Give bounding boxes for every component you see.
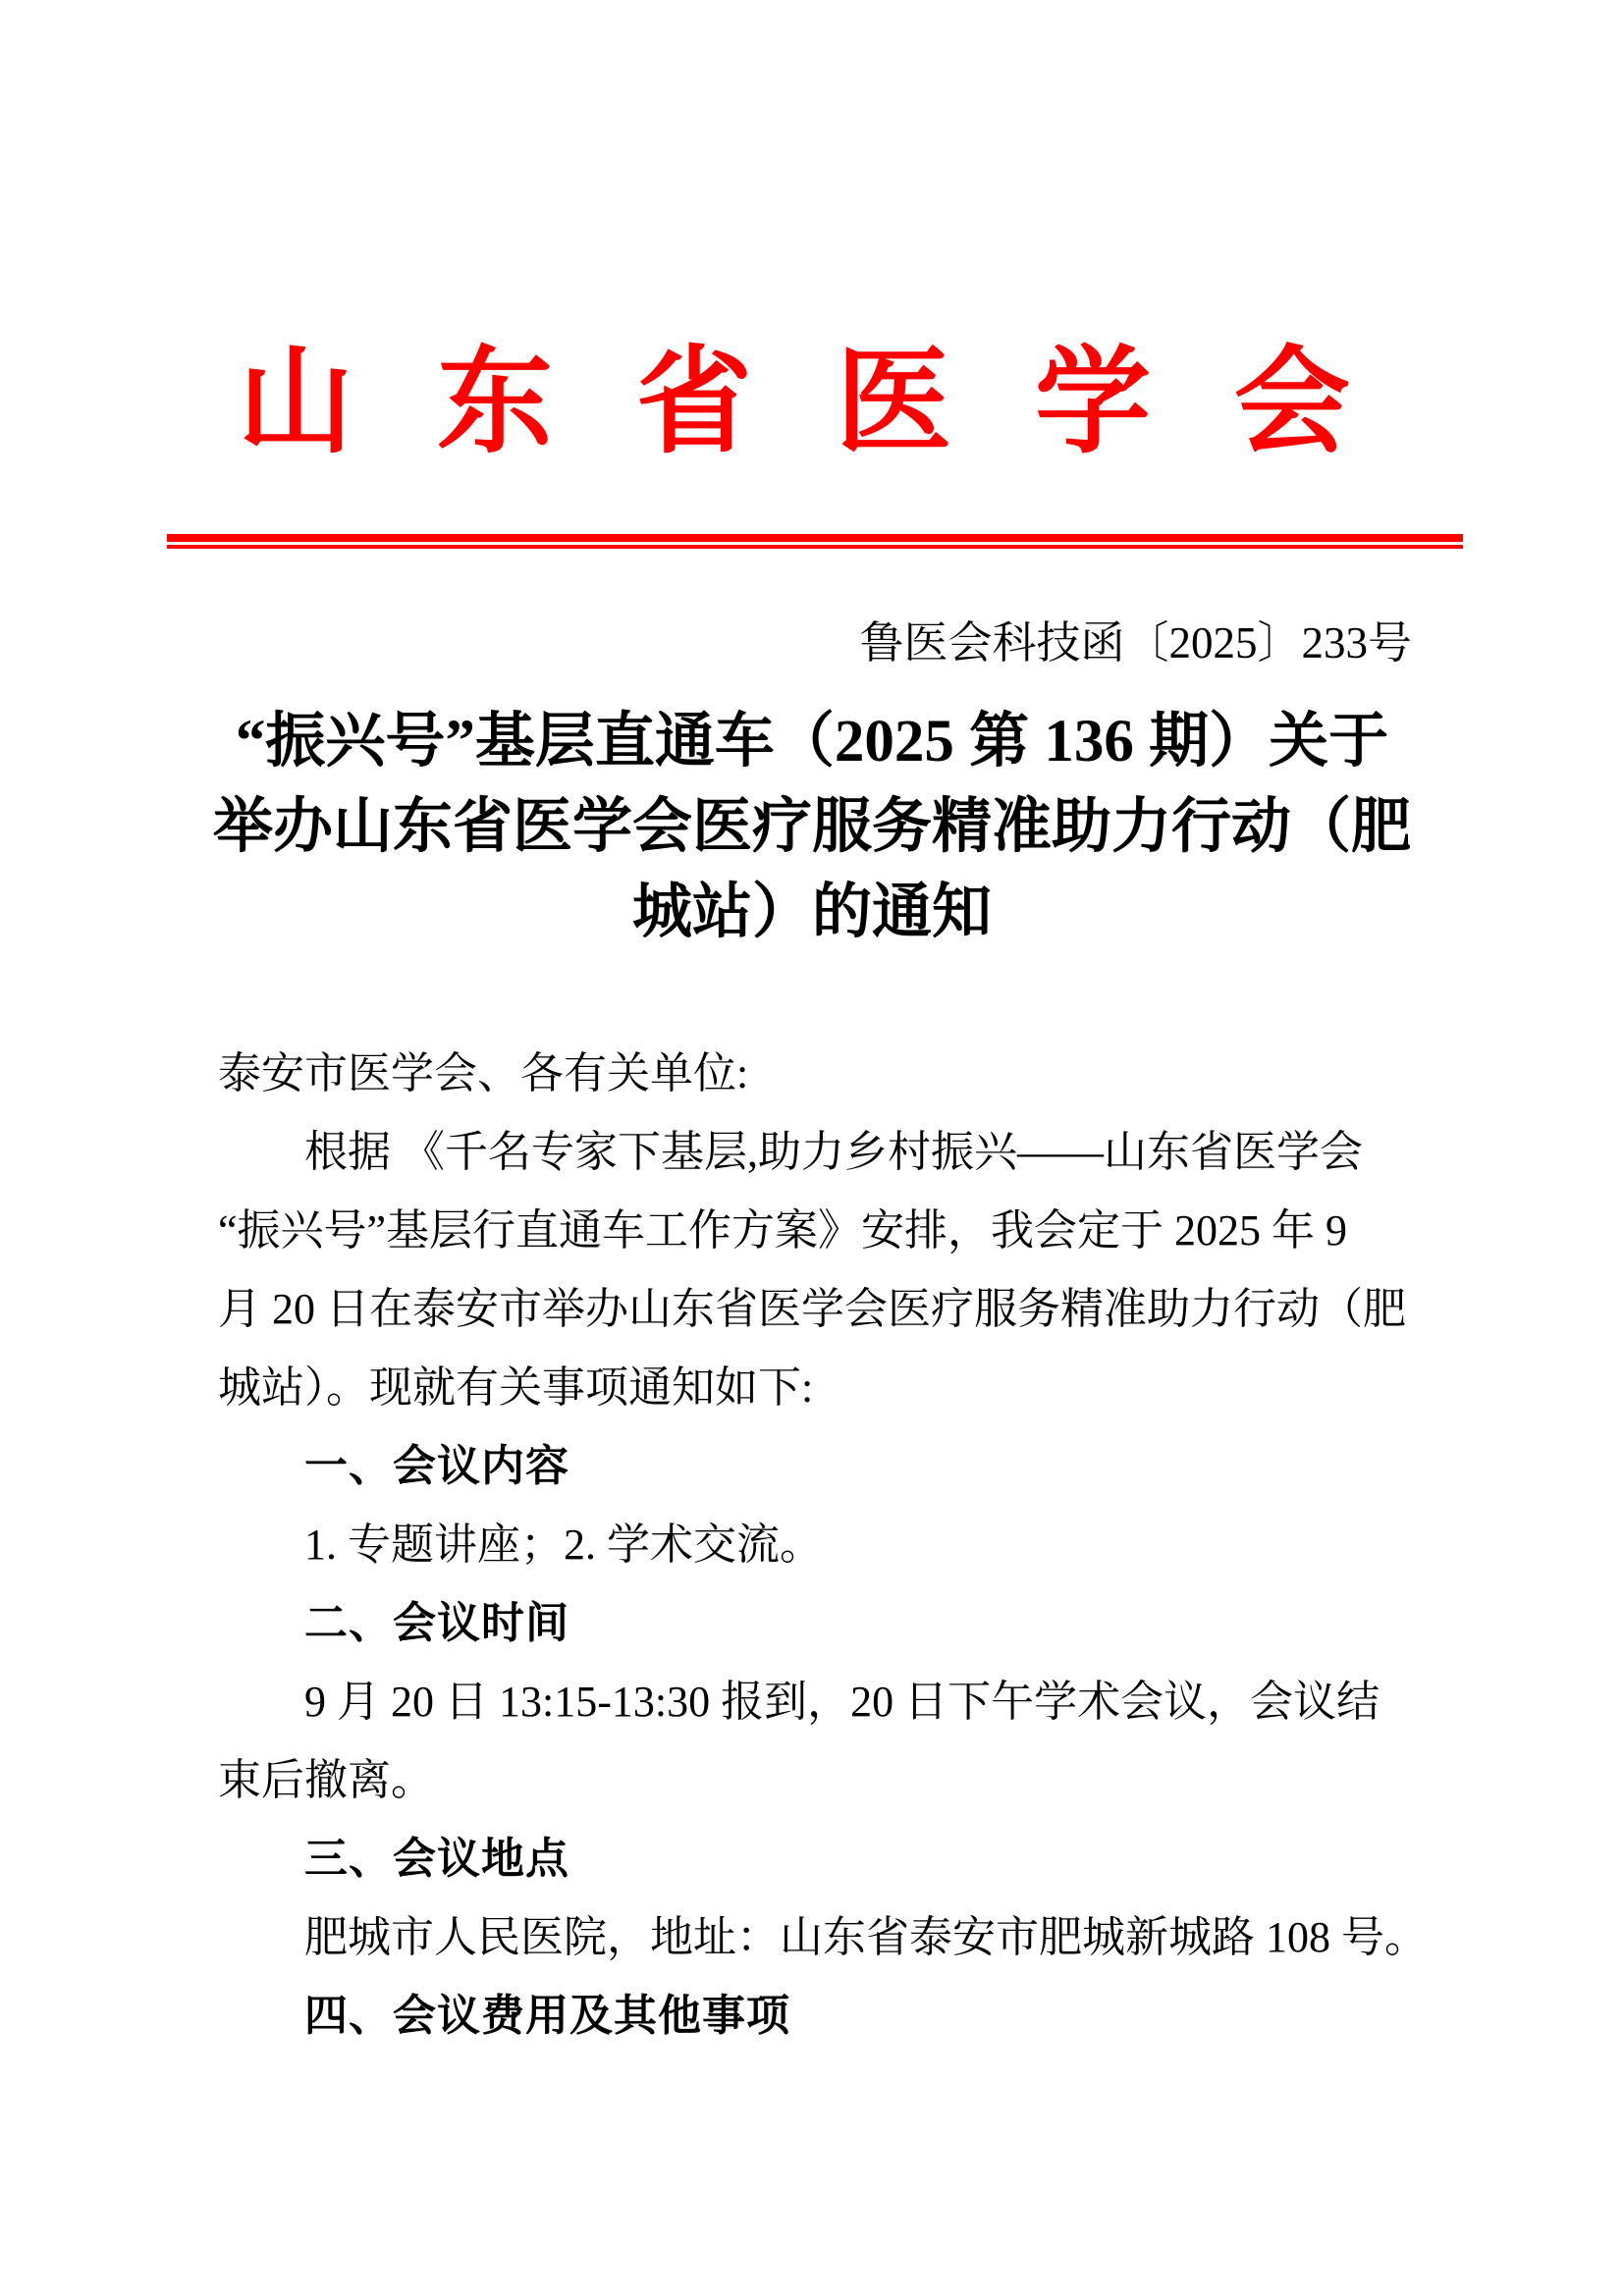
body-line: 月 20 日在泰安市举办山东省医学会医疗服务精准助力行动（肥 xyxy=(218,1285,1406,1333)
body-line: “振兴号”基层行直通车工作方案》安排，我会定于 2025 年 9 xyxy=(218,1206,1348,1255)
document-title-line-1: “振兴号”基层直通车（2025 第 136 期）关于 xyxy=(235,709,1389,774)
document-title xyxy=(100,699,1524,955)
document-title-line-3: 城站）的通知 xyxy=(631,880,992,945)
document-title-line-2: 举办山东省医学会医疗服务精准助力行动（肥 xyxy=(212,794,1411,860)
body-line: 束后撤离。 xyxy=(218,1756,434,1804)
letterhead-org-name: 山东省医学会 xyxy=(238,339,1434,467)
section-heading: 一、会议内容 xyxy=(304,1442,569,1490)
document-reference-number: 鲁医会科技函〔2025〕233号 xyxy=(859,618,1412,667)
body-line: 根据 《千名专家下基层,助力乡村振兴——山东省医学会 xyxy=(304,1128,1363,1176)
section-heading: 四、会议费用及其他事项 xyxy=(304,1992,790,2040)
body-line: 泰安市医学会、各有关单位: xyxy=(218,1049,749,1097)
section-heading: 二、会议时间 xyxy=(304,1599,569,1647)
body-line: 城站）。现就有关事项通知如下: xyxy=(218,1363,814,1412)
body-line: 1. 专题讲座；2. 学术交流。 xyxy=(304,1521,823,1569)
body-line: 肥城市人民医院，地址：山东省泰安市肥城新城路 108 号。 xyxy=(304,1913,1428,1961)
body-line: 9 月 20 日 13:15-13:30 报到，20 日下午学术会议，会议结 xyxy=(304,1678,1380,1726)
document-body xyxy=(218,1035,1435,2056)
letterhead-divider-rule xyxy=(167,534,1463,549)
section-heading: 三、会议地点 xyxy=(304,1835,569,1883)
